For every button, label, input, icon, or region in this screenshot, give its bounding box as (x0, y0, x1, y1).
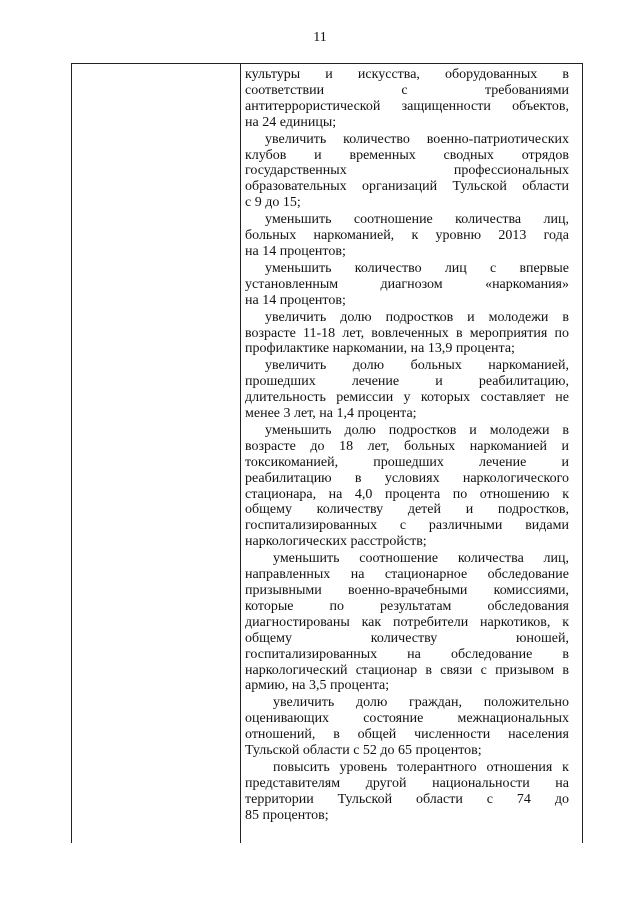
text-line: госпитализированных на обследование в (245, 646, 569, 662)
text-line: длительность ремиссии у которых составляет не (245, 390, 569, 406)
text-line: клубов и временных сводных отрядов (245, 147, 569, 163)
text-line: территории Тульской области с 74 до (245, 791, 569, 807)
text-cell (245, 67, 569, 825)
paragraph (245, 310, 569, 358)
text-line: прошедших лечение и реабилитацию, (245, 374, 569, 390)
text-line: образовательных организаций Тульской области (245, 179, 569, 195)
text-line: повысить уровень толерантного отношения к (273, 759, 569, 775)
text-line: реабилитацию в условиях наркологического (245, 470, 569, 486)
page-number: 11 (313, 30, 327, 45)
text-line: антитеррористической защищенности объектов, (245, 98, 569, 114)
text-line: призывными военно-врачебными комиссиями, (245, 583, 569, 598)
text-line: направленных на стационарное обследование (245, 567, 569, 583)
text-line: установленным диагнозом «наркомания» (245, 276, 569, 292)
text-line: увеличить долю подростков и молодежи в (265, 309, 569, 325)
text-line: возрасте до 18 лет, больных наркоманией и (245, 438, 569, 454)
text-line: менее 3 лет, на 1,4 процента; (245, 406, 417, 422)
text-line: увеличить долю граждан, положительно (273, 695, 569, 711)
paragraph (245, 212, 569, 260)
text-line: наркологических расстройств; (245, 534, 427, 550)
paragraph (245, 760, 569, 824)
text-line: общему количеству юношей, (245, 630, 569, 646)
text-line: увеличить количество военно-патриотических (265, 131, 569, 147)
text-line: уменьшить соотношение количества лиц, (265, 212, 569, 228)
paragraph (245, 67, 569, 131)
text-line: уменьшить долю подростков и молодежи в (265, 422, 569, 438)
text-line: 85 процентов; (245, 807, 329, 823)
text-line: госпитализированных с различными видами (245, 518, 569, 534)
text-line: которые по результатам обследования (245, 598, 569, 614)
text-line: увеличить долю больных наркоманией, (265, 358, 569, 374)
text-line: возрасте 11-18 лет, вовлеченных в мероприятия по (245, 325, 569, 341)
text-line: оценивающих состояние межнациональных (245, 711, 569, 727)
text-line: токсикоманией, прошедших лечение и (245, 454, 569, 470)
paragraph (245, 695, 569, 759)
text-line: больных наркоманией, к уровню 2013 года (245, 228, 569, 244)
text-line: государственных профессиональных (245, 163, 569, 179)
text-line: Тульской области с 52 до 65 процентов; (245, 743, 482, 759)
text-line: общему количеству детей и подростков, (245, 502, 569, 518)
paragraph (245, 423, 569, 550)
paragraph (245, 551, 569, 694)
text-line: диагностированы как потребители наркотиков, к (245, 614, 569, 630)
text-line: уменьшить количество лиц с впервые (265, 260, 569, 276)
text-line: профилактике наркомании, на 13,9 процента; (245, 341, 515, 357)
text-line: наркологический стационар в связи с призывом в (245, 662, 569, 678)
column-divider (240, 64, 241, 843)
text-line: уменьшить соотношение количества лиц, (273, 551, 569, 567)
paragraph (245, 358, 569, 422)
text-line: отношений, в общей численности населения (245, 727, 569, 743)
paragraph (245, 261, 569, 309)
content-table (71, 63, 583, 843)
text-line: стационара, на 4,0 процента по отношению к (245, 486, 569, 502)
text-line: на 14 процентов; (245, 292, 346, 308)
text-line: представителям другой национальности на (245, 775, 569, 791)
paragraph (245, 132, 569, 212)
text-line: на 14 процентов; (245, 243, 346, 259)
text-line: соответствии с требованиями (245, 82, 569, 98)
text-line: на 24 единицы; (245, 114, 337, 130)
text-line: с 9 до 15; (245, 195, 301, 211)
text-line: культуры и искусства, оборудованных в (245, 67, 569, 82)
text-line: армию, на 3,5 процента; (245, 678, 390, 694)
